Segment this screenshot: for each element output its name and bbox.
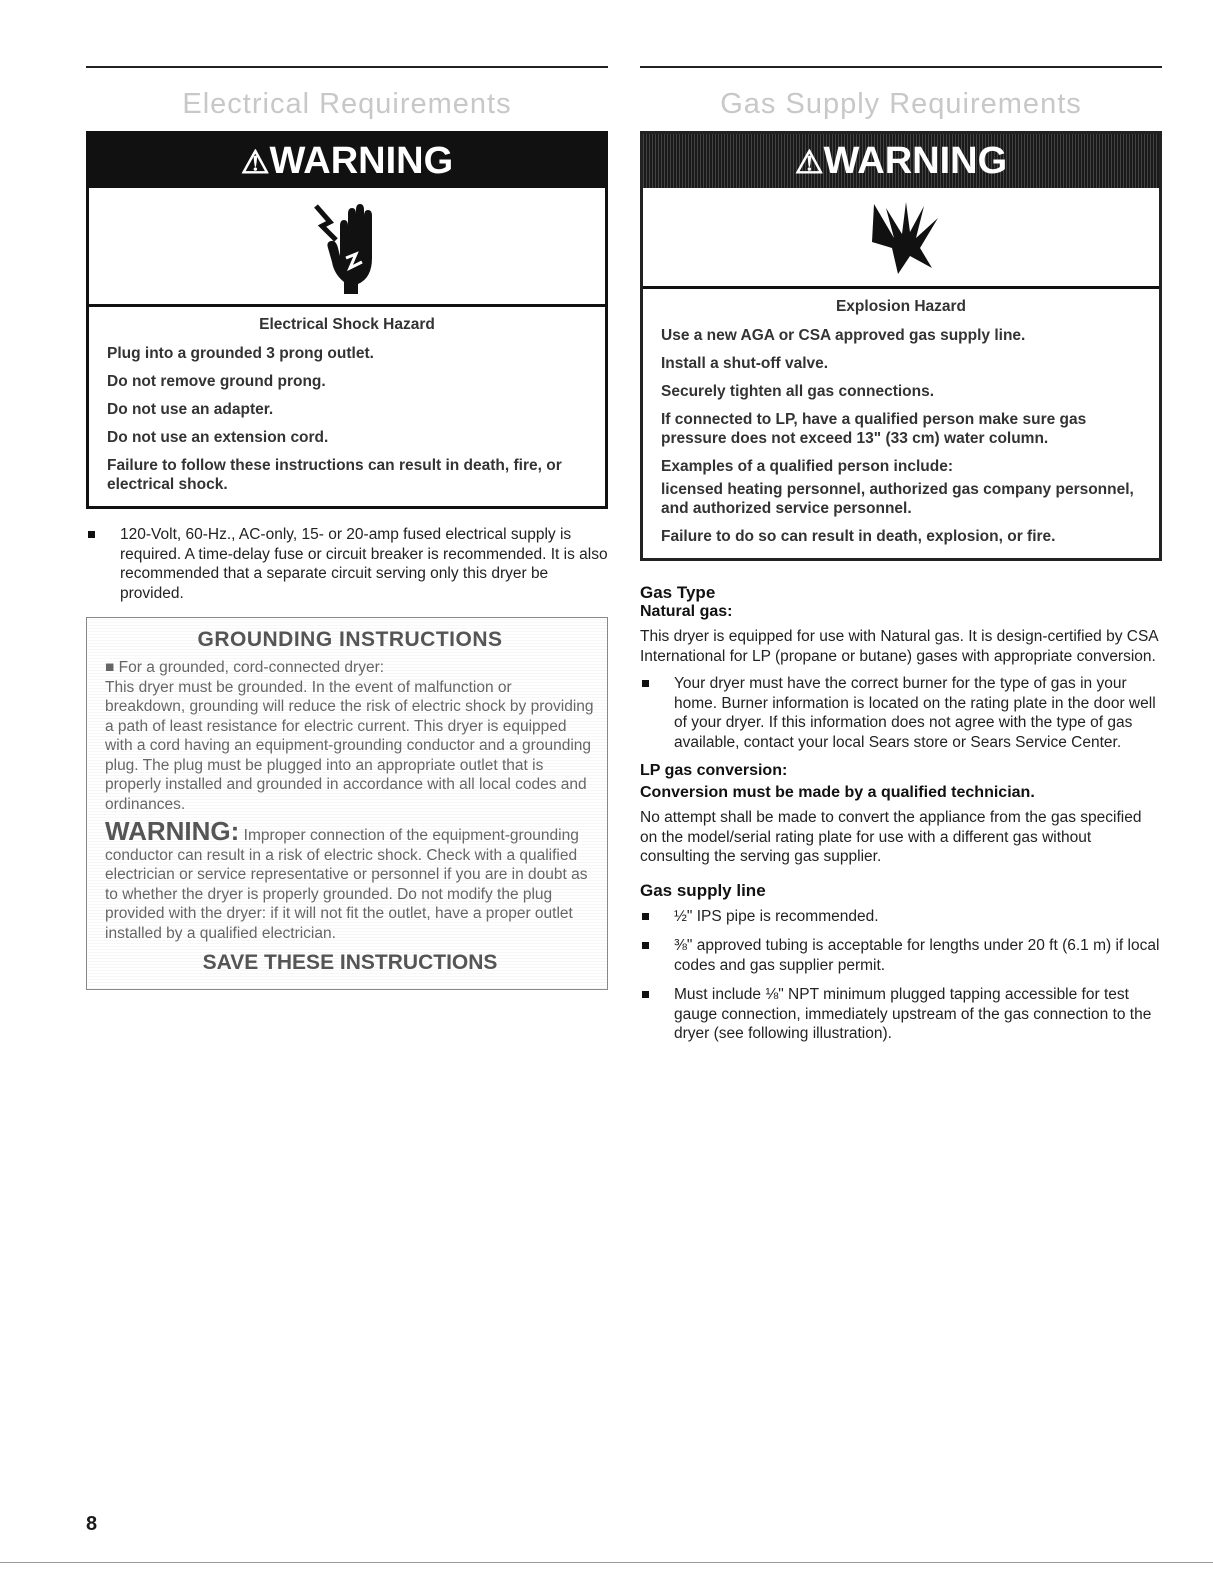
grounding-subtitle xyxy=(105,658,595,678)
grounding-title: GROUNDING INSTRUCTIONS xyxy=(197,628,503,651)
section-title: Gas Supply Requirements xyxy=(720,88,1082,120)
grounding-warning-label: WARNING: xyxy=(105,816,240,846)
lp-text: No attempt shall be made to convert the appliance from the gas specified on the model/serial rating plate for use with a different gas without consulting the serving gas supplier. xyxy=(640,809,1142,865)
gas-supply-line-section xyxy=(640,881,1162,1044)
left-column xyxy=(86,66,608,990)
warning-header xyxy=(643,134,1159,188)
burner-bullet: Your dryer must have the correct burner for the type of gas in your home. Burner information is located on the rating plate in the door well of your dryer. If this information does not agree with the type of gas available, contact your local Sears store or Sears Service Center. xyxy=(640,674,1162,752)
warning-line: Plug into a grounded 3 prong outlet. xyxy=(107,345,374,362)
grounding-warning-text: Improper connection of the equipment-grounding conductor can result in a risk of electric shock. Check with a qualified electrician or service representative or personnel if you are in doubt as to whether the dryer is properly grounded. Do not modify the plug provided with the dryer: if it will not fit the outlet, have a proper outlet installed by a qualified electrician. xyxy=(105,827,588,942)
lp-subheading: Conversion must be made by a qualified technician. xyxy=(640,784,1035,801)
electrical-supply-bullet: 120-Volt, 60-Hz., AC-only, 15- or 20-amp fused electrical supply is required. A time-delay fuse or circuit breaker is recommended. It is also recommended that a separate circuit serving only this dryer be provided. xyxy=(86,525,608,603)
right-column xyxy=(640,66,1162,1054)
gas-type-heading: Gas Type xyxy=(640,583,716,602)
top-rule xyxy=(86,66,608,68)
page-number: 8 xyxy=(86,1513,98,1535)
warning-text xyxy=(643,289,1159,558)
save-instructions: SAVE THESE INSTRUCTIONS xyxy=(202,951,498,974)
gas-warning-box xyxy=(640,131,1162,561)
grounding-sub-text: For a grounded, cord-connected dryer: xyxy=(118,659,385,676)
lp-heading: LP gas conversion: xyxy=(640,762,788,779)
warning-line: Securely tighten all gas connections. xyxy=(661,383,935,400)
warning-triangle-icon: ⚠ xyxy=(240,144,270,180)
warning-label: WARNING xyxy=(823,140,1008,182)
warning-line: Do not use an adapter. xyxy=(107,401,274,418)
explosion-icon xyxy=(864,198,944,278)
warning-line: Examples of a qualified person include: xyxy=(661,458,953,475)
warning-label: WARNING xyxy=(269,140,454,182)
lp-conversion-section xyxy=(640,762,1162,867)
supply-line-heading: Gas supply line xyxy=(640,880,766,900)
square-bullet-icon: ■ xyxy=(105,659,119,676)
grounding-warning xyxy=(105,816,595,943)
gas-type-text: This dryer is equipped for use with Natural gas. It is design-certified by CSA International for LP (propane or butane) gases with appropriate conversion. xyxy=(640,628,1158,665)
hazard-title: Electrical Shock Hazard xyxy=(259,316,435,333)
warning-line: Failure to follow these instructions can result in death, fire, or electrical shock. xyxy=(107,457,562,493)
gas-type-section xyxy=(640,583,1162,752)
warning-line: Failure to do so can result in death, explosion, or fire. xyxy=(661,528,1056,545)
warning-header xyxy=(89,134,605,188)
warning-line: Use a new AGA or CSA approved gas supply line. xyxy=(661,327,1026,344)
warning-line: Do not remove ground prong. xyxy=(107,373,326,390)
warning-line: If connected to LP, have a qualified person make sure gas pressure does not exceed 13" (33 cm) water column. xyxy=(661,411,1087,447)
grounding-text: This dryer must be grounded. In the event of malfunction or breakdown, grounding will reduce the risk of electric shock by providing a path of least resistance for electric current. This dryer is equipped with a cord having an equipment-grounding conductor and a grounding plug. The plug must be plugged into an appropriate outlet that is properly installed and grounded in accordance with all local codes and ordinances. xyxy=(105,678,594,813)
electric-shock-hand-icon xyxy=(310,196,390,296)
warning-icon-area xyxy=(643,188,1159,289)
section-title: Electrical Requirements xyxy=(182,88,512,120)
bottom-rule xyxy=(0,1562,1213,1563)
warning-line: Do not use an extension cord. xyxy=(107,429,329,446)
warning-line: licensed heating personnel, authorized gas company personnel, and authorized service personnel. xyxy=(661,481,1134,517)
grounding-instructions-box xyxy=(86,617,608,990)
warning-text xyxy=(89,307,605,506)
electrical-warning-box xyxy=(86,131,608,509)
hazard-title: Explosion Hazard xyxy=(835,298,967,315)
natural-gas-heading: Natural gas: xyxy=(640,603,733,620)
warning-triangle-icon: ⚠ xyxy=(794,144,824,180)
warning-line: Install a shut-off valve. xyxy=(661,355,829,372)
supply-line-bullet: ⅜" approved tubing is acceptable for lengths under 20 ft (6.1 m) if local codes and gas supplier permit. xyxy=(640,936,1162,975)
warning-icon-area xyxy=(89,188,605,307)
supply-line-bullet: ½" IPS pipe is recommended. xyxy=(640,907,1162,927)
top-rule xyxy=(640,66,1162,68)
supply-line-bullet: Must include ⅛" NPT minimum plugged tapping accessible for test gauge connection, immediately upstream of the gas connection to the dryer (see following illustration). xyxy=(640,985,1162,1044)
